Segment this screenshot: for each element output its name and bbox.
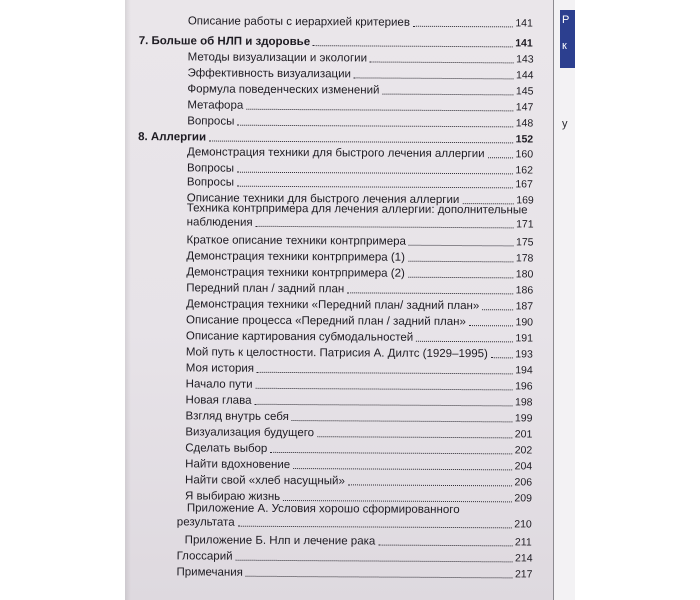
- toc-entry-label: Вопросы: [187, 115, 235, 128]
- edge-text-fragment: у: [562, 118, 568, 130]
- dot-leader: [354, 77, 514, 79]
- toc-entry-page: 171: [516, 218, 534, 231]
- toc-entry: [177, 549, 533, 565]
- toc-chapter: [139, 34, 533, 50]
- toc-entry: [177, 501, 532, 531]
- toc-chapter-label: 7. Больше об НЛП и здоровье: [138, 35, 311, 49]
- toc-chapter: [138, 130, 533, 146]
- dot-leader: [416, 341, 513, 343]
- table-of-contents: [125, 0, 553, 600]
- toc-entry: [186, 281, 533, 297]
- toc-entry: [176, 565, 532, 581]
- toc-entry-label: Сделать выбор: [185, 442, 268, 455]
- adjacent-book-edge: [553, 0, 576, 600]
- dot-leader: [408, 277, 514, 279]
- dot-leader: [209, 141, 514, 144]
- dot-leader: [270, 452, 512, 454]
- toc-entry-page: 206: [514, 476, 533, 489]
- page-edge-shadow: [125, 0, 131, 600]
- toc-entry: [186, 377, 533, 393]
- toc-entry-label: Вопросы: [186, 162, 235, 175]
- toc-entry-page: 202: [514, 444, 533, 457]
- toc-entry-label: Приложение А. Условия хорошо сформированного: [186, 502, 460, 517]
- toc-entry-page: 191: [515, 332, 533, 345]
- toc-entry-label: Новая глава: [185, 394, 252, 407]
- toc-entry-label: Мой путь к целостности. Патрисия А. Дилтс (1929–1995): [185, 346, 488, 361]
- toc-entry-label: Передний план / задний план: [186, 282, 345, 296]
- toc-entry: [185, 473, 532, 489]
- dot-leader: [469, 325, 514, 326]
- toc-entry: [185, 441, 532, 457]
- toc-entry-page: 186: [515, 284, 534, 297]
- toc-entry: [187, 201, 534, 231]
- dot-leader: [237, 172, 513, 175]
- toc-entry-page: 148: [515, 117, 534, 130]
- toc-entry-page: 152: [515, 133, 534, 146]
- dot-leader: [292, 420, 513, 422]
- toc-entry-label: Методы визуализации и экологии: [187, 51, 368, 65]
- dot-leader: [409, 245, 514, 247]
- toc-entry: [186, 233, 533, 249]
- toc-entry-page: 194: [515, 364, 533, 377]
- toc-entry-label: Визуализация будущего: [185, 426, 315, 440]
- toc-entry: [185, 533, 532, 549]
- dot-leader: [246, 109, 514, 112]
- toc-entry-page: 141: [515, 37, 533, 50]
- toc-entry-label: Формула поведенческих изменений: [187, 83, 380, 97]
- dot-leader: [237, 125, 513, 128]
- toc-entry: [185, 457, 532, 473]
- toc-entry: [185, 409, 532, 425]
- dot-leader: [254, 404, 513, 407]
- dot-leader: [256, 226, 514, 229]
- dot-leader: [293, 468, 512, 470]
- dot-leader: [370, 61, 514, 63]
- toc-entry-page: 201: [514, 428, 533, 441]
- dot-leader: [378, 545, 513, 547]
- toc-entry-label: Метафора: [187, 99, 244, 112]
- toc-entry-page: 167: [515, 178, 533, 191]
- toc-entry-label: Взгляд внутрь себя: [185, 410, 289, 424]
- dot-leader: [491, 357, 513, 358]
- dot-leader: [488, 157, 514, 158]
- toc-entry-label: Моя история: [185, 362, 255, 375]
- toc-entry-page: 160: [515, 148, 534, 161]
- toc-entry-page: 199: [514, 412, 533, 425]
- toc-entry: [186, 329, 533, 345]
- toc-entry: [186, 249, 533, 265]
- toc-entry: [187, 175, 533, 191]
- toc-entry-label: Описание картирования субмодальностей: [185, 330, 414, 344]
- dot-leader: [237, 186, 513, 189]
- book-page: [125, 0, 553, 600]
- dot-leader: [317, 436, 513, 438]
- edge-text-fragment: к: [562, 40, 567, 52]
- toc-entry-page: 209: [514, 492, 532, 505]
- toc-entry-page: 144: [515, 69, 534, 82]
- toc-entry: [187, 145, 533, 161]
- toc-entry-label: Приложение Б. Нлп и лечение рака: [184, 534, 376, 548]
- dot-leader: [236, 560, 514, 563]
- dot-leader: [408, 261, 514, 263]
- toc-entry-page: 180: [515, 268, 534, 281]
- dot-leader: [246, 576, 513, 579]
- dot-leader: [347, 292, 513, 294]
- edge-text-fragment: Р: [562, 14, 570, 26]
- toc-entry-page: 196: [515, 380, 533, 393]
- toc-entry-label: Демонстрация техники для быстрого лечения аллергии: [187, 146, 485, 161]
- toc-entry-label: Описание работы с иерархией критериев: [187, 15, 410, 29]
- dot-leader: [257, 372, 513, 375]
- toc-entry-page: 178: [515, 252, 534, 265]
- background-left: [0, 0, 125, 600]
- dot-leader: [238, 526, 513, 529]
- toc-entry: [187, 98, 533, 114]
- toc-entry-page: 145: [515, 85, 534, 98]
- toc-entry-page: 143: [516, 53, 534, 66]
- toc-entry-label: Эффективность визуализации: [187, 67, 352, 81]
- toc-entry-label: Демонстрация техники контрпримера (2): [186, 266, 405, 280]
- dot-leader: [482, 309, 513, 310]
- toc-entry-page: 141: [515, 17, 533, 30]
- toc-entry-page: 210: [514, 518, 532, 531]
- toc-entry-label: Техника контрпримера для лечения аллергии: дополнительные: [186, 202, 528, 217]
- toc-entry-label: Найти свой «хлеб насущный»: [185, 474, 345, 488]
- toc-entry-page: 214: [515, 552, 533, 565]
- toc-entry-label: Я выбираю жизнь: [184, 490, 281, 503]
- toc-entry: [187, 114, 533, 130]
- toc-entry-label-cont: результата: [176, 516, 235, 529]
- dot-leader: [313, 45, 513, 47]
- toc-entry-label: Демонстрация техники «Передний план/ задний план»: [186, 298, 480, 313]
- toc-entry-label: Вопросы: [186, 176, 235, 189]
- toc-entry-page: 193: [515, 348, 533, 361]
- toc-entry-page: 162: [515, 164, 534, 177]
- toc-entry-page: 211: [514, 536, 532, 549]
- toc-entry-label: Описание техники для быстрого лечения аллергии: [186, 192, 460, 207]
- toc-entry-page: 175: [515, 236, 534, 249]
- toc-entry: [186, 297, 533, 313]
- toc-entry-label: Глоссарий: [176, 550, 233, 563]
- toc-entry: [186, 345, 533, 361]
- toc-entry-page: 217: [514, 568, 533, 581]
- toc-entry-page: 190: [515, 316, 534, 329]
- toc-entry-page: 147: [515, 101, 534, 114]
- toc-entry: [187, 82, 533, 98]
- toc-entry-page: 198: [514, 396, 533, 409]
- toc-entry-label: Краткое описание техники контрпримера: [186, 234, 406, 248]
- toc-entry-label: Описание процесса «Передний план / задний план»: [186, 314, 466, 329]
- toc-entry-page: 187: [515, 300, 534, 313]
- toc-entry: [186, 361, 533, 377]
- toc-entry: [186, 265, 533, 281]
- toc-chapter-label: 8. Аллергии: [138, 131, 207, 144]
- toc-entry-label: Демонстрация техники контрпримера (1): [186, 250, 405, 264]
- toc-entry-label: Найти вдохновение: [185, 458, 291, 472]
- toc-entry: [185, 425, 532, 441]
- toc-entry: [188, 66, 534, 82]
- toc-entry: [186, 393, 533, 409]
- toc-entry-page: 169: [516, 194, 534, 207]
- toc-entry-label-cont: наблюдения: [186, 216, 253, 229]
- toc-entry: [188, 14, 533, 30]
- toc-entry-continuation: [177, 515, 532, 531]
- dot-leader: [348, 484, 513, 486]
- background-right: [575, 0, 700, 600]
- toc-entry-continuation: [187, 215, 534, 231]
- toc-entry-label: Примечания: [176, 566, 243, 579]
- dot-leader: [256, 388, 514, 391]
- toc-entry: [188, 50, 534, 66]
- toc-entry-label: Начало пути: [185, 378, 253, 391]
- toc-entry-page: 204: [514, 460, 533, 473]
- dot-leader: [382, 94, 513, 96]
- toc-entry: [186, 313, 533, 329]
- dot-leader: [413, 26, 513, 28]
